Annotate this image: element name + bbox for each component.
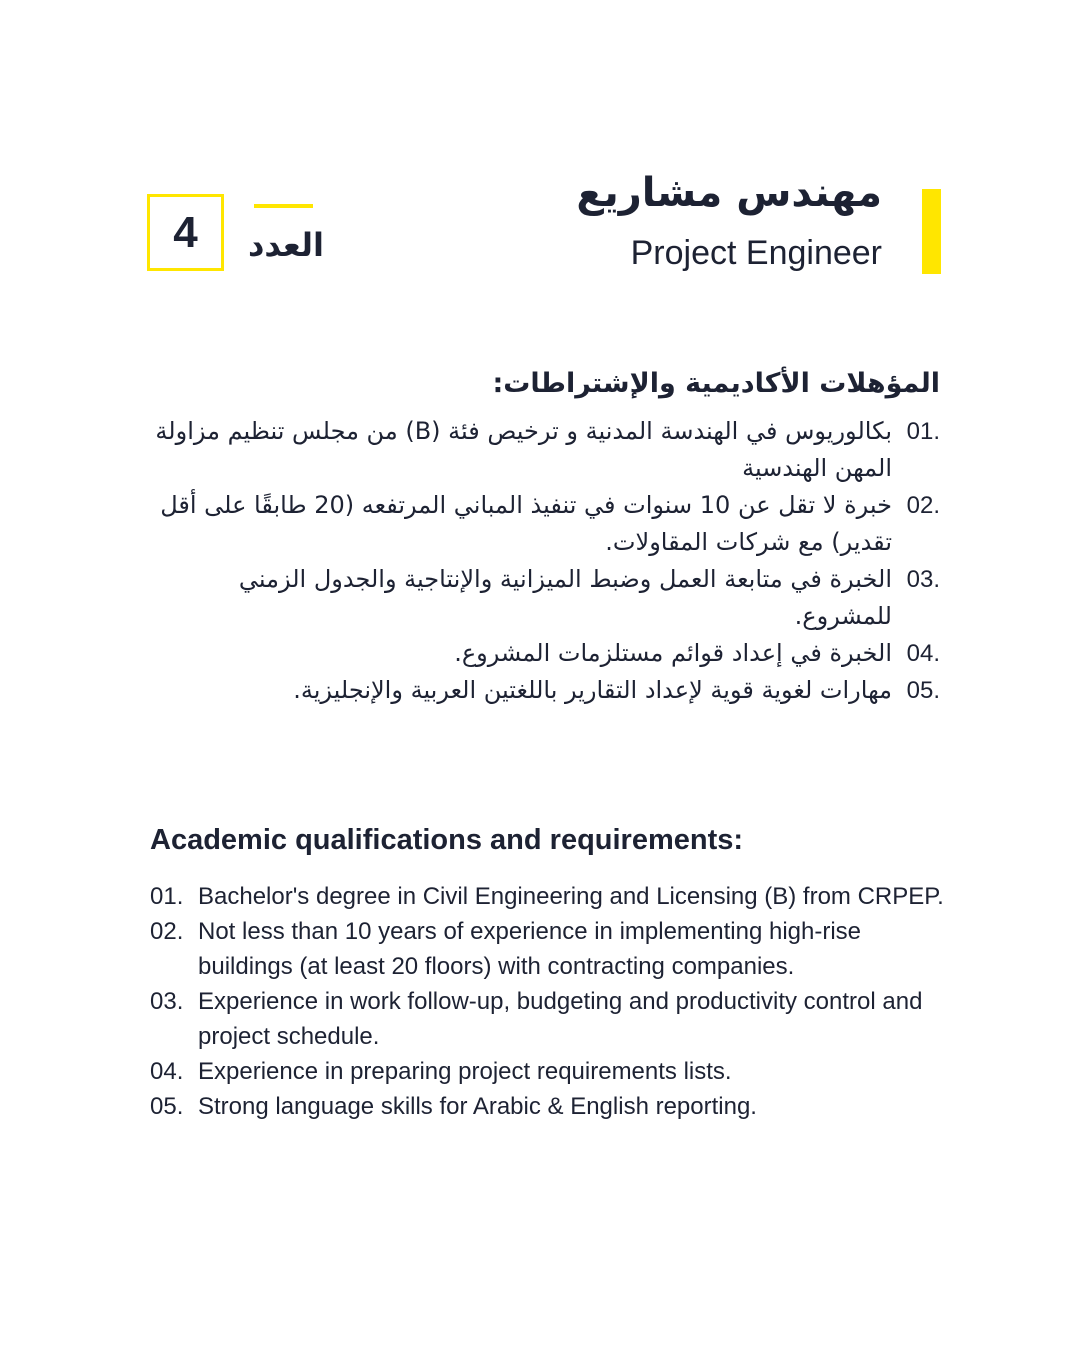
english-list-item: [150, 1089, 950, 1124]
item-number: 04.: [906, 640, 940, 667]
item-text: خبرة لا تقل عن 10 سنوات في تنفيذ المباني المرتفعه (20 طابقًا على أقل تقدير) مع شركات المقاولات.: [160, 491, 892, 556]
item-number: 02.: [906, 492, 940, 519]
english-requirements-section: [150, 824, 950, 1124]
count-box: [147, 194, 224, 271]
english-requirements-list: [150, 879, 950, 1124]
item-number: 05.: [906, 677, 940, 704]
item-text: مهارات لغوية قوية لإعداد التقارير باللغتين العربية والإنجليزية.: [293, 676, 892, 704]
item-text: Experience in preparing project requirements lists.: [198, 1058, 732, 1085]
item-number: 01.: [906, 418, 940, 445]
english-list-item: [150, 1054, 950, 1089]
arabic-requirements-section: [150, 368, 940, 709]
count-value: 4: [173, 207, 198, 257]
arabic-list-item: [150, 413, 940, 487]
item-number: 03.: [150, 988, 184, 1015]
job-title-arabic: مهندس مشاريع: [576, 170, 882, 216]
english-list-item: [150, 914, 950, 984]
arabic-list-item: [150, 635, 940, 672]
item-number: 05.: [150, 1093, 184, 1120]
count-label: العدد: [248, 226, 324, 264]
arabic-list-item: [150, 561, 940, 635]
item-text: Bachelor's degree in Civil Engineering and Licensing (B) from CRPEP.: [198, 883, 944, 910]
english-list-item: [150, 879, 950, 914]
arabic-section-heading: المؤهلات الأكاديمية والإشتراطات:: [492, 368, 940, 399]
title-accent-bar: [922, 189, 941, 274]
arabic-list-item: [150, 672, 940, 709]
english-list-item: [150, 984, 950, 1054]
item-number: 02.: [150, 918, 184, 945]
count-accent-line: [254, 204, 313, 208]
job-title-english: Project Engineer: [630, 234, 882, 272]
item-text: الخبرة في متابعة العمل وضبط الميزانية والإنتاجية والجدول الزمني للمشروع.: [238, 565, 892, 630]
item-text: بكالوريوس في الهندسة المدنية و ترخيص فئة (B) من مجلس تنظيم مزاولة المهن الهندسية: [155, 417, 892, 482]
item-text: Experience in work follow-up, budgeting and productivity control and project schedule.: [198, 988, 923, 1050]
item-number: 01.: [150, 883, 184, 910]
english-section-heading: Academic qualifications and requirements:: [150, 824, 744, 856]
item-text: Not less than 10 years of experience in implementing high-rise buildings (at least 20 floors) with contracting companies.: [198, 918, 862, 980]
item-number: 04.: [150, 1058, 184, 1085]
item-text: Strong language skills for Arabic & English reporting.: [198, 1093, 757, 1120]
item-text: الخبرة في إعداد قوائم مستلزمات المشروع.: [454, 639, 892, 667]
arabic-requirements-list: [150, 413, 940, 709]
item-number: 03.: [906, 566, 940, 593]
arabic-list-item: [150, 487, 940, 561]
